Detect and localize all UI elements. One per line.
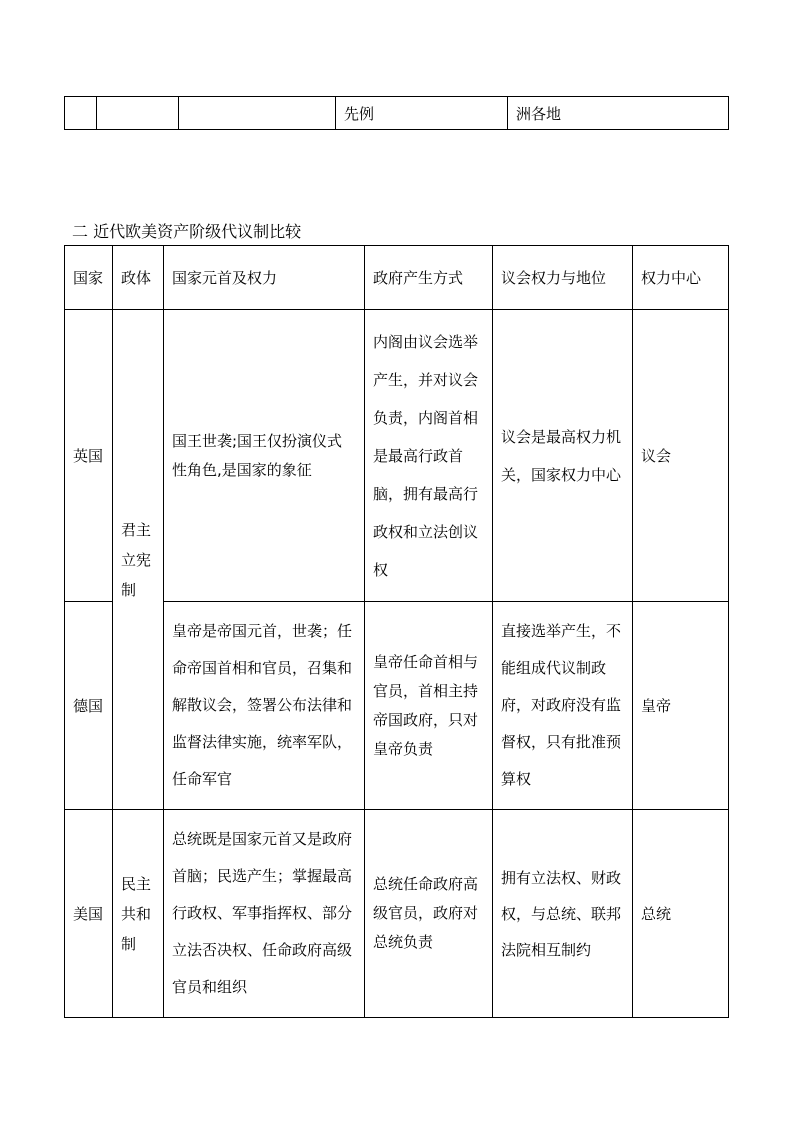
header-government: 政府产生方式	[365, 246, 493, 310]
table-header-row	[65, 246, 729, 310]
country-cell: 美国	[65, 810, 113, 1018]
table-cell	[179, 97, 336, 130]
table-cell: 洲各地	[508, 97, 729, 130]
power-center-cell: 总统	[633, 810, 729, 1018]
table-row-uk	[65, 310, 729, 602]
table-cell: 先例	[336, 97, 508, 130]
power-center-cell: 议会	[633, 310, 729, 602]
table-cell	[97, 97, 179, 130]
country-cell: 英国	[65, 310, 113, 602]
parliament-cell: 拥有立法权、财政权，与总统、联邦法院相互制约	[493, 810, 633, 1018]
head-of-state-cell: 总统既是国家元首又是政府首脑；民选产生；掌握最高行政权、军事指挥权、部分立法否决权、任命政府高级官员和组织	[164, 810, 365, 1018]
government-cell: 总统任命政府高级官员，政府对总统负责	[365, 810, 493, 1018]
country-cell: 德国	[65, 602, 113, 810]
header-head-of-state: 国家元首及权力	[164, 246, 365, 310]
comparison-table	[64, 245, 729, 1018]
header-parliament: 议会权力与地位	[493, 246, 633, 310]
top-table-fragment	[64, 96, 729, 130]
section-heading: 二 近代欧美资产阶级代议制比较	[72, 222, 302, 241]
table-row-de	[65, 602, 729, 810]
header-polity: 政体	[113, 246, 164, 310]
parliament-cell: 直接选举产生，不能组成代议制政府，对政府没有监督权，只有批准预算权	[493, 602, 633, 810]
parliament-cell: 议会是最高权力机关，国家权力中心	[493, 310, 633, 602]
polity-cell: 君主立宪制	[113, 310, 164, 810]
head-of-state-cell: 国王世袭;国王仅扮演仪式性角色,是国家的象征	[164, 310, 365, 602]
table-cell	[65, 97, 97, 130]
government-cell: 皇帝任命首相与官员，首相主持帝国政府，只对皇帝负责	[365, 602, 493, 810]
table-row	[65, 97, 729, 130]
government-cell: 内阁由议会选举产生，并对议会负责，内阁首相是最高行政首脑，拥有最高行政权和立法创议权	[365, 310, 493, 602]
header-country: 国家	[65, 246, 113, 310]
power-center-cell: 皇帝	[633, 602, 729, 810]
polity-cell: 民主共和制	[113, 810, 164, 1018]
table-row-us	[65, 810, 729, 1018]
header-power-center: 权力中心	[633, 246, 729, 310]
head-of-state-cell: 皇帝是帝国元首，世袭；任命帝国首相和官员，召集和解散议会，签署公布法律和监督法律实施，统率军队，任命军官	[164, 602, 365, 810]
